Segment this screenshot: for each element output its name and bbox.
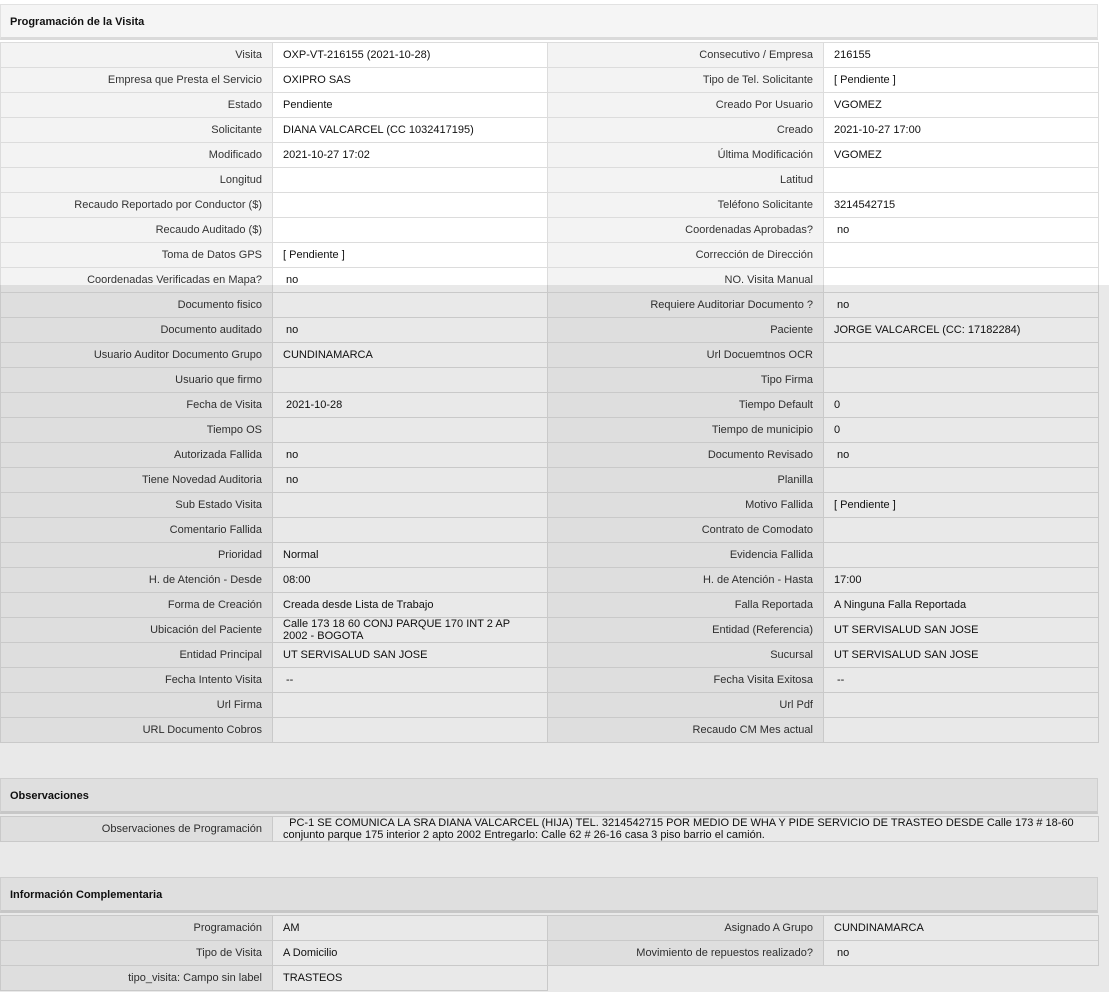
field-label-h-de-atencion-desde: H. de Atención - Desde xyxy=(1,568,273,593)
field-value-url-documento-cobros xyxy=(273,718,548,743)
field-label-ultima-modificacion: Última Modificación xyxy=(548,143,824,168)
field-label-documento-revisado: Documento Revisado xyxy=(548,443,824,468)
field-label-tiene-novedad-auditoria: Tiene Novedad Auditoria xyxy=(1,468,273,493)
field-value-motivo-fallida: [ Pendiente ] xyxy=(824,493,1099,518)
table-row xyxy=(1,693,1099,718)
field-label-recaudo-auditado: Recaudo Auditado ($) xyxy=(1,218,273,243)
field-label-consecutivo-empresa: Consecutivo / Empresa xyxy=(548,43,824,68)
table-row xyxy=(1,941,1099,966)
complementaria-table xyxy=(0,915,1099,991)
field-value-coordenadas-aprobadas: no xyxy=(824,218,1099,243)
table-row xyxy=(1,318,1099,343)
field-label-correccion-de-direccion: Corrección de Dirección xyxy=(548,243,824,268)
table-row xyxy=(1,168,1099,193)
field-value-h-de-atencion-hasta: 17:00 xyxy=(824,568,1099,593)
field-value-solicitante: DIANA VALCARCEL (CC 1032417195) xyxy=(273,118,548,143)
field-value-autorizada-fallida: no xyxy=(273,443,548,468)
field-label-documento-fisico: Documento fisico xyxy=(1,293,273,318)
table-row xyxy=(1,543,1099,568)
field-value-fecha-de-visita: 2021-10-28 xyxy=(273,393,548,418)
table-row xyxy=(1,118,1099,143)
table-row xyxy=(1,916,1099,941)
field-value-creado-por-usuario: VGOMEZ xyxy=(824,93,1099,118)
table-row xyxy=(1,443,1099,468)
field-label-motivo-fallida: Motivo Fallida xyxy=(548,493,824,518)
field-label-autorizada-fallida: Autorizada Fallida xyxy=(1,443,273,468)
field-value-tipo-visita-campo-sin-label: TRASTEOS xyxy=(273,966,548,991)
field-value-correccion-de-direccion xyxy=(824,243,1099,268)
section-header-complementaria xyxy=(0,877,1098,913)
field-value-estado: Pendiente xyxy=(273,93,548,118)
field-label-url-documento-cobros: URL Documento Cobros xyxy=(1,718,273,743)
field-label-planilla: Planilla xyxy=(548,468,824,493)
section-title: Programación de la Visita xyxy=(10,16,145,28)
field-value-falla-reportada: A Ninguna Falla Reportada xyxy=(824,593,1099,618)
field-label-url-firma: Url Firma xyxy=(1,693,273,718)
field-label-coordenadas-aprobadas: Coordenadas Aprobadas? xyxy=(548,218,824,243)
table-row xyxy=(1,243,1099,268)
field-label-coordenadas-verificadas-en-mapa: Coordenadas Verificadas en Mapa? xyxy=(1,268,273,293)
empty-cell xyxy=(548,966,824,991)
field-value-fecha-intento-visita: -- xyxy=(273,668,548,693)
field-label-falla-reportada: Falla Reportada xyxy=(548,593,824,618)
field-value-sucursal: UT SERVISALUD SAN JOSE xyxy=(824,643,1099,668)
field-label-tipo-visita-campo-sin-label: tipo_visita: Campo sin label xyxy=(1,966,273,991)
section-header-programacion xyxy=(0,4,1098,40)
field-label-empresa-que-presta-el-servicio: Empresa que Presta el Servicio xyxy=(1,68,273,93)
table-row xyxy=(1,68,1099,93)
field-value-usuario-que-firmo xyxy=(273,368,548,393)
field-label-entidad-principal: Entidad Principal xyxy=(1,643,273,668)
field-value-programacion: AM xyxy=(273,916,548,941)
field-value-contrato-de-comodato xyxy=(824,518,1099,543)
field-value-tipo-de-visita: A Domicilio xyxy=(273,941,548,966)
field-value-entidad-referencia: UT SERVISALUD SAN JOSE xyxy=(824,618,1099,643)
field-label-requiere-auditoriar-documento: Requiere Auditoriar Documento ? xyxy=(548,293,824,318)
field-label-fecha-de-visita: Fecha de Visita xyxy=(1,393,273,418)
field-value-recaudo-cm-mes-actual xyxy=(824,718,1099,743)
field-value-coordenadas-verificadas-en-mapa: no xyxy=(273,268,548,293)
field-label-h-de-atencion-hasta: H. de Atención - Hasta xyxy=(548,568,824,593)
field-value-ultima-modificacion: VGOMEZ xyxy=(824,143,1099,168)
field-label-fecha-visita-exitosa: Fecha Visita Exitosa xyxy=(548,668,824,693)
field-value-documento-revisado: no xyxy=(824,443,1099,468)
field-value-toma-de-datos-gps: [ Pendiente ] xyxy=(273,243,548,268)
field-value-evidencia-fallida xyxy=(824,543,1099,568)
field-value-empresa-que-presta-el-servicio: OXIPRO SAS xyxy=(273,68,548,93)
field-value-prioridad: Normal xyxy=(273,543,548,568)
visit-details-table xyxy=(0,42,1099,743)
table-row xyxy=(1,418,1099,443)
field-label-toma-de-datos-gps: Toma de Datos GPS xyxy=(1,243,273,268)
table-row xyxy=(1,143,1099,168)
field-label-longitud: Longitud xyxy=(1,168,273,193)
field-value-ubicacion-del-paciente: Calle 173 18 60 CONJ PARQUE 170 INT 2 AP 2002 - BOGOTA xyxy=(273,618,548,643)
field-label-url-pdf: Url Pdf xyxy=(548,693,824,718)
table-row xyxy=(1,817,1099,842)
field-value-sub-estado-visita xyxy=(273,493,548,518)
field-value-tiene-novedad-auditoria: no xyxy=(273,468,548,493)
field-label-visita: Visita xyxy=(1,43,273,68)
field-label-creado-por-usuario: Creado Por Usuario xyxy=(548,93,824,118)
field-label-no-visita-manual: NO. Visita Manual xyxy=(548,268,824,293)
observaciones-value: PC-1 SE COMUNICA LA SRA DIANA VALCARCEL (HIJA) TEL. 3214542715 POR MEDIO DE WHA Y PIDE SERVICIO DE TRASTEO DESDE Calle 173 # 18-60 conjunto parque 175 interior 2 apto 2002 Entregarlo: Calle 62 # 26-16 casa 3 piso barrio el camión. xyxy=(273,817,1099,842)
table-row xyxy=(1,668,1099,693)
field-label-tiempo-default: Tiempo Default xyxy=(548,393,824,418)
field-value-consecutivo-empresa: 216155 xyxy=(824,43,1099,68)
field-value-h-de-atencion-desde: 08:00 xyxy=(273,568,548,593)
field-value-latitud xyxy=(824,168,1099,193)
field-value-recaudo-auditado xyxy=(273,218,548,243)
table-row xyxy=(1,368,1099,393)
field-value-comentario-fallida xyxy=(273,518,548,543)
field-value-telefono-solicitante: 3214542715 xyxy=(824,193,1099,218)
empty-cell xyxy=(824,966,1099,991)
table-row xyxy=(1,468,1099,493)
field-label-tiempo-de-municipio: Tiempo de municipio xyxy=(548,418,824,443)
field-label-fecha-intento-visita: Fecha Intento Visita xyxy=(1,668,273,693)
field-value-entidad-principal: UT SERVISALUD SAN JOSE xyxy=(273,643,548,668)
field-value-movimiento-de-repuestos-realizado: no xyxy=(824,941,1099,966)
section-title: Observaciones xyxy=(10,790,89,802)
field-value-paciente: JORGE VALCARCEL (CC: 17182284) xyxy=(824,318,1099,343)
table-row xyxy=(1,193,1099,218)
field-value-documento-fisico xyxy=(273,293,548,318)
field-label-sucursal: Sucursal xyxy=(548,643,824,668)
table-row xyxy=(1,518,1099,543)
table-row xyxy=(1,643,1099,668)
field-label-ubicacion-del-paciente: Ubicación del Paciente xyxy=(1,618,273,643)
table-row xyxy=(1,966,1099,991)
field-label-sub-estado-visita: Sub Estado Visita xyxy=(1,493,273,518)
field-value-tipo-de-tel-solicitante: [ Pendiente ] xyxy=(824,68,1099,93)
table-row xyxy=(1,343,1099,368)
field-label-recaudo-cm-mes-actual: Recaudo CM Mes actual xyxy=(548,718,824,743)
table-row xyxy=(1,218,1099,243)
field-label-url-docuemtnos-ocr: Url Docuemtnos OCR xyxy=(548,343,824,368)
field-value-tiempo-os xyxy=(273,418,548,443)
field-label-forma-de-creacion: Forma de Creación xyxy=(1,593,273,618)
field-label-usuario-que-firmo: Usuario que firmo xyxy=(1,368,273,393)
field-value-url-pdf xyxy=(824,693,1099,718)
table-row xyxy=(1,718,1099,743)
table-row xyxy=(1,93,1099,118)
field-value-requiere-auditoriar-documento: no xyxy=(824,293,1099,318)
field-label-documento-auditado: Documento auditado xyxy=(1,318,273,343)
field-label-paciente: Paciente xyxy=(548,318,824,343)
field-label-creado: Creado xyxy=(548,118,824,143)
field-value-tipo-firma xyxy=(824,368,1099,393)
field-value-url-firma xyxy=(273,693,548,718)
section-header-observaciones xyxy=(0,778,1098,814)
field-label-prioridad: Prioridad xyxy=(1,543,273,568)
field-value-modificado: 2021-10-27 17:02 xyxy=(273,143,548,168)
field-value-fecha-visita-exitosa: -- xyxy=(824,668,1099,693)
field-value-forma-de-creacion: Creada desde Lista de Trabajo xyxy=(273,593,548,618)
field-label-asignado-a-grupo: Asignado A Grupo xyxy=(548,916,824,941)
observaciones-table xyxy=(0,816,1099,842)
field-label-tipo-de-visita: Tipo de Visita xyxy=(1,941,273,966)
section-title: Información Complementaria xyxy=(10,889,163,901)
field-label-solicitante: Solicitante xyxy=(1,118,273,143)
field-label-tipo-firma: Tipo Firma xyxy=(548,368,824,393)
field-label-programacion: Programación xyxy=(1,916,273,941)
field-value-url-docuemtnos-ocr xyxy=(824,343,1099,368)
field-label-modificado: Modificado xyxy=(1,143,273,168)
field-value-tiempo-de-municipio: 0 xyxy=(824,418,1099,443)
table-row xyxy=(1,293,1099,318)
field-label-comentario-fallida: Comentario Fallida xyxy=(1,518,273,543)
field-label-usuario-auditor-documento-grupo: Usuario Auditor Documento Grupo xyxy=(1,343,273,368)
field-value-tiempo-default: 0 xyxy=(824,393,1099,418)
table-row xyxy=(1,618,1099,643)
field-label-movimiento-de-repuestos-realizado: Movimiento de repuestos realizado? xyxy=(548,941,824,966)
table-row xyxy=(1,568,1099,593)
field-label-evidencia-fallida: Evidencia Fallida xyxy=(548,543,824,568)
field-label-tipo-de-tel-solicitante: Tipo de Tel. Solicitante xyxy=(548,68,824,93)
field-label-entidad-referencia: Entidad (Referencia) xyxy=(548,618,824,643)
field-value-planilla xyxy=(824,468,1099,493)
field-value-documento-auditado: no xyxy=(273,318,548,343)
table-row xyxy=(1,268,1099,293)
field-value-longitud xyxy=(273,168,548,193)
table-row xyxy=(1,593,1099,618)
table-row xyxy=(1,493,1099,518)
field-value-no-visita-manual xyxy=(824,268,1099,293)
field-label-estado: Estado xyxy=(1,93,273,118)
field-value-asignado-a-grupo: CUNDINAMARCA xyxy=(824,916,1099,941)
field-label-telefono-solicitante: Teléfono Solicitante xyxy=(548,193,824,218)
field-label-recaudo-reportado-por-conductor: Recaudo Reportado por Conductor ($) xyxy=(1,193,273,218)
table-row xyxy=(1,393,1099,418)
table-row xyxy=(1,43,1099,68)
field-label-tiempo-os: Tiempo OS xyxy=(1,418,273,443)
field-label-latitud: Latitud xyxy=(548,168,824,193)
field-value-recaudo-reportado-por-conductor xyxy=(273,193,548,218)
field-value-usuario-auditor-documento-grupo: CUNDINAMARCA xyxy=(273,343,548,368)
field-label: Observaciones de Programación xyxy=(1,817,273,842)
field-value-visita: OXP-VT-216155 (2021-10-28) xyxy=(273,43,548,68)
field-label-contrato-de-comodato: Contrato de Comodato xyxy=(548,518,824,543)
field-value-creado: 2021-10-27 17:00 xyxy=(824,118,1099,143)
